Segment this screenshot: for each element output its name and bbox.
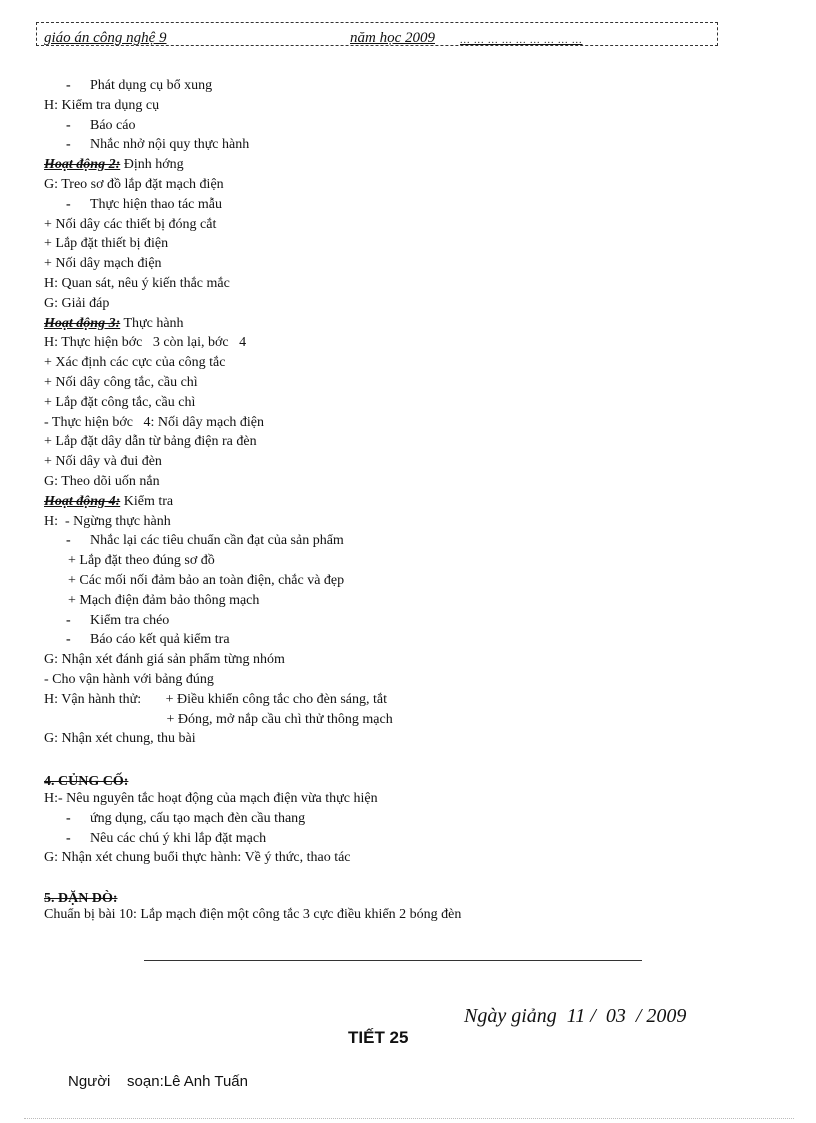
header-subject: giáo án công nghệ 9 <box>44 30 167 46</box>
bullet-dash: - <box>66 612 71 628</box>
line-text: Kiểm tra chéo <box>90 612 170 628</box>
text-line <box>44 334 246 352</box>
line-text: + Nối dây mạch điện <box>44 256 162 272</box>
line-text: G: Nhận xét chung buổi thực hành: Về ý thức, thao tác <box>44 850 351 866</box>
bottom-dotted-line <box>24 1118 794 1119</box>
text-line <box>44 453 162 471</box>
text-line <box>44 473 160 491</box>
bullet-dash: - <box>66 810 71 826</box>
line-text: Định hớng <box>120 157 184 173</box>
text-line <box>68 552 215 570</box>
text-line <box>44 235 168 253</box>
text-line <box>44 176 224 194</box>
text-line <box>44 275 230 293</box>
bullet-dash: - <box>66 830 71 846</box>
line-text: + Nối dây các thiết bị đóng cắt <box>44 216 217 232</box>
line-text: + Lắp đặt dây dẫn từ bảng điện ra đèn <box>44 434 257 450</box>
text-line <box>44 97 159 115</box>
bullet-dash: - <box>66 137 71 153</box>
line-text: Thực hành <box>120 315 184 331</box>
line-text: H: Thực hiện bớc 3 còn lại, bớc 4 <box>44 335 247 351</box>
text-line <box>44 374 198 392</box>
line-text: G: Treo sơ đồ lắp đặt mạch điện <box>44 177 224 192</box>
text-line <box>44 414 264 432</box>
text-line <box>66 830 266 848</box>
activity-label: Hoạt động 4: <box>44 493 121 509</box>
line-text: + Nối dây công tắc, cầu chì <box>44 375 198 390</box>
activity-heading <box>44 315 184 333</box>
text-line <box>44 513 171 531</box>
line-text: + Lắp đặt thiết bị điện <box>44 236 169 252</box>
text-line <box>44 790 378 808</box>
text-line <box>44 730 196 748</box>
line-text: - Cho vận hành với bảng đúng <box>44 672 214 687</box>
text-line <box>66 77 212 95</box>
text-line <box>44 354 225 372</box>
line-text: G: Giải đáp <box>44 295 110 311</box>
bullet-dash: - <box>66 632 71 648</box>
line-text: H: Quan sát, nêu ý kiến thắc mắc <box>44 276 230 291</box>
activity-heading <box>44 493 173 511</box>
line-text: Kiểm tra <box>120 493 174 509</box>
bullet-dash: - <box>66 533 71 549</box>
line-text: H:- Nêu nguyên tắc hoạt động của mạch điện vừa thực hiện <box>44 791 378 806</box>
text-line <box>66 117 135 135</box>
line-text: + Mạch điện đảm bảo thông mạch <box>68 592 260 608</box>
header-year: năm học 2009 <box>350 30 435 46</box>
author-line: Người soạn:Lê Anh Tuấn <box>68 1073 248 1090</box>
line-text: H: Kiểm tra dụng cụ <box>44 97 160 113</box>
line-text: + Xác định các cực của công tắc <box>44 355 226 371</box>
line-text: Nhắc lại các tiêu chuẩn cần đạt của sản phẩm <box>90 533 344 549</box>
line-text: Nhắc nhở nội quy thực hành <box>90 137 250 153</box>
line-text: G: Theo dõi uốn nắn <box>44 474 160 489</box>
text-line <box>44 671 214 689</box>
bullet-dash: - <box>66 117 71 133</box>
text-line <box>44 433 257 451</box>
line-text: - Thực hiện bớc 4: Nối dây mạch điện <box>44 414 265 430</box>
text-line <box>44 691 387 709</box>
text-line <box>44 906 461 924</box>
line-text: + Đóng, mở nắp cầu chì thử thông mạch <box>44 711 393 727</box>
divider-rule <box>144 960 642 961</box>
lesson-number: TIẾT 25 <box>348 1028 409 1047</box>
section-5-title: 5. DẶN DÒ: <box>44 891 118 906</box>
text-line <box>44 394 195 412</box>
text-line <box>44 651 285 669</box>
line-text: Nêu các chú ý khi lắp đặt mạch <box>90 830 267 846</box>
line-text: Báo cáo kết quả kiểm tra <box>90 632 230 648</box>
text-line <box>44 216 216 234</box>
bullet-dash: - <box>66 196 71 212</box>
teaching-date: Ngày giảng 11 / 03 / 2009 <box>464 1005 687 1027</box>
line-text: ứng dụng, cấu tạo mạch đèn cầu thang <box>90 810 306 826</box>
header-dots: ... ... ... ... ... ... ... ... ... <box>460 35 583 46</box>
line-text: H: Vận hành thử: + Điều khiển công tắc cho đèn sáng, tắt <box>44 691 387 707</box>
text-line <box>68 572 344 590</box>
text-line <box>66 612 169 630</box>
text-line <box>68 592 259 610</box>
text-line <box>44 711 393 729</box>
text-line <box>66 532 344 550</box>
line-text: H: - Ngừng thực hành <box>44 513 171 529</box>
text-line <box>44 255 162 273</box>
activity-label: Hoạt động 2: <box>44 157 121 173</box>
line-text: + Các mối nối đảm bảo an toàn điện, chắc và đẹp <box>68 573 345 588</box>
line-text: + Lắp đặt theo đúng sơ đồ <box>68 553 215 569</box>
text-line <box>66 196 222 214</box>
line-text: Thực hiện thao tác mẫu <box>90 196 222 212</box>
line-text: Báo cáo <box>90 117 136 133</box>
text-line <box>44 295 109 313</box>
line-text: Phát dụng cụ bổ xung <box>90 78 213 93</box>
text-line <box>66 136 249 154</box>
line-text: Chuẩn bị bài 10: Lắp mạch điện một công tắc 3 cực điều khiển 2 bóng đèn <box>44 907 462 922</box>
activity-heading <box>44 156 184 174</box>
line-text: + Nối dây và đui đèn <box>44 454 162 470</box>
text-line <box>44 849 351 867</box>
text-line <box>66 810 305 828</box>
line-text: G: Nhận xét đánh giá sản phẩm từng nhóm <box>44 652 285 668</box>
bullet-dash: - <box>66 78 71 93</box>
activity-label: Hoạt động 3: <box>44 315 121 331</box>
line-text: + Lắp đặt công tắc, cầu chì <box>44 394 196 410</box>
text-line <box>66 631 230 649</box>
section-4-title: 4. CỦNG CỐ: <box>44 774 129 789</box>
line-text: G: Nhận xét chung, thu bài <box>44 731 196 747</box>
